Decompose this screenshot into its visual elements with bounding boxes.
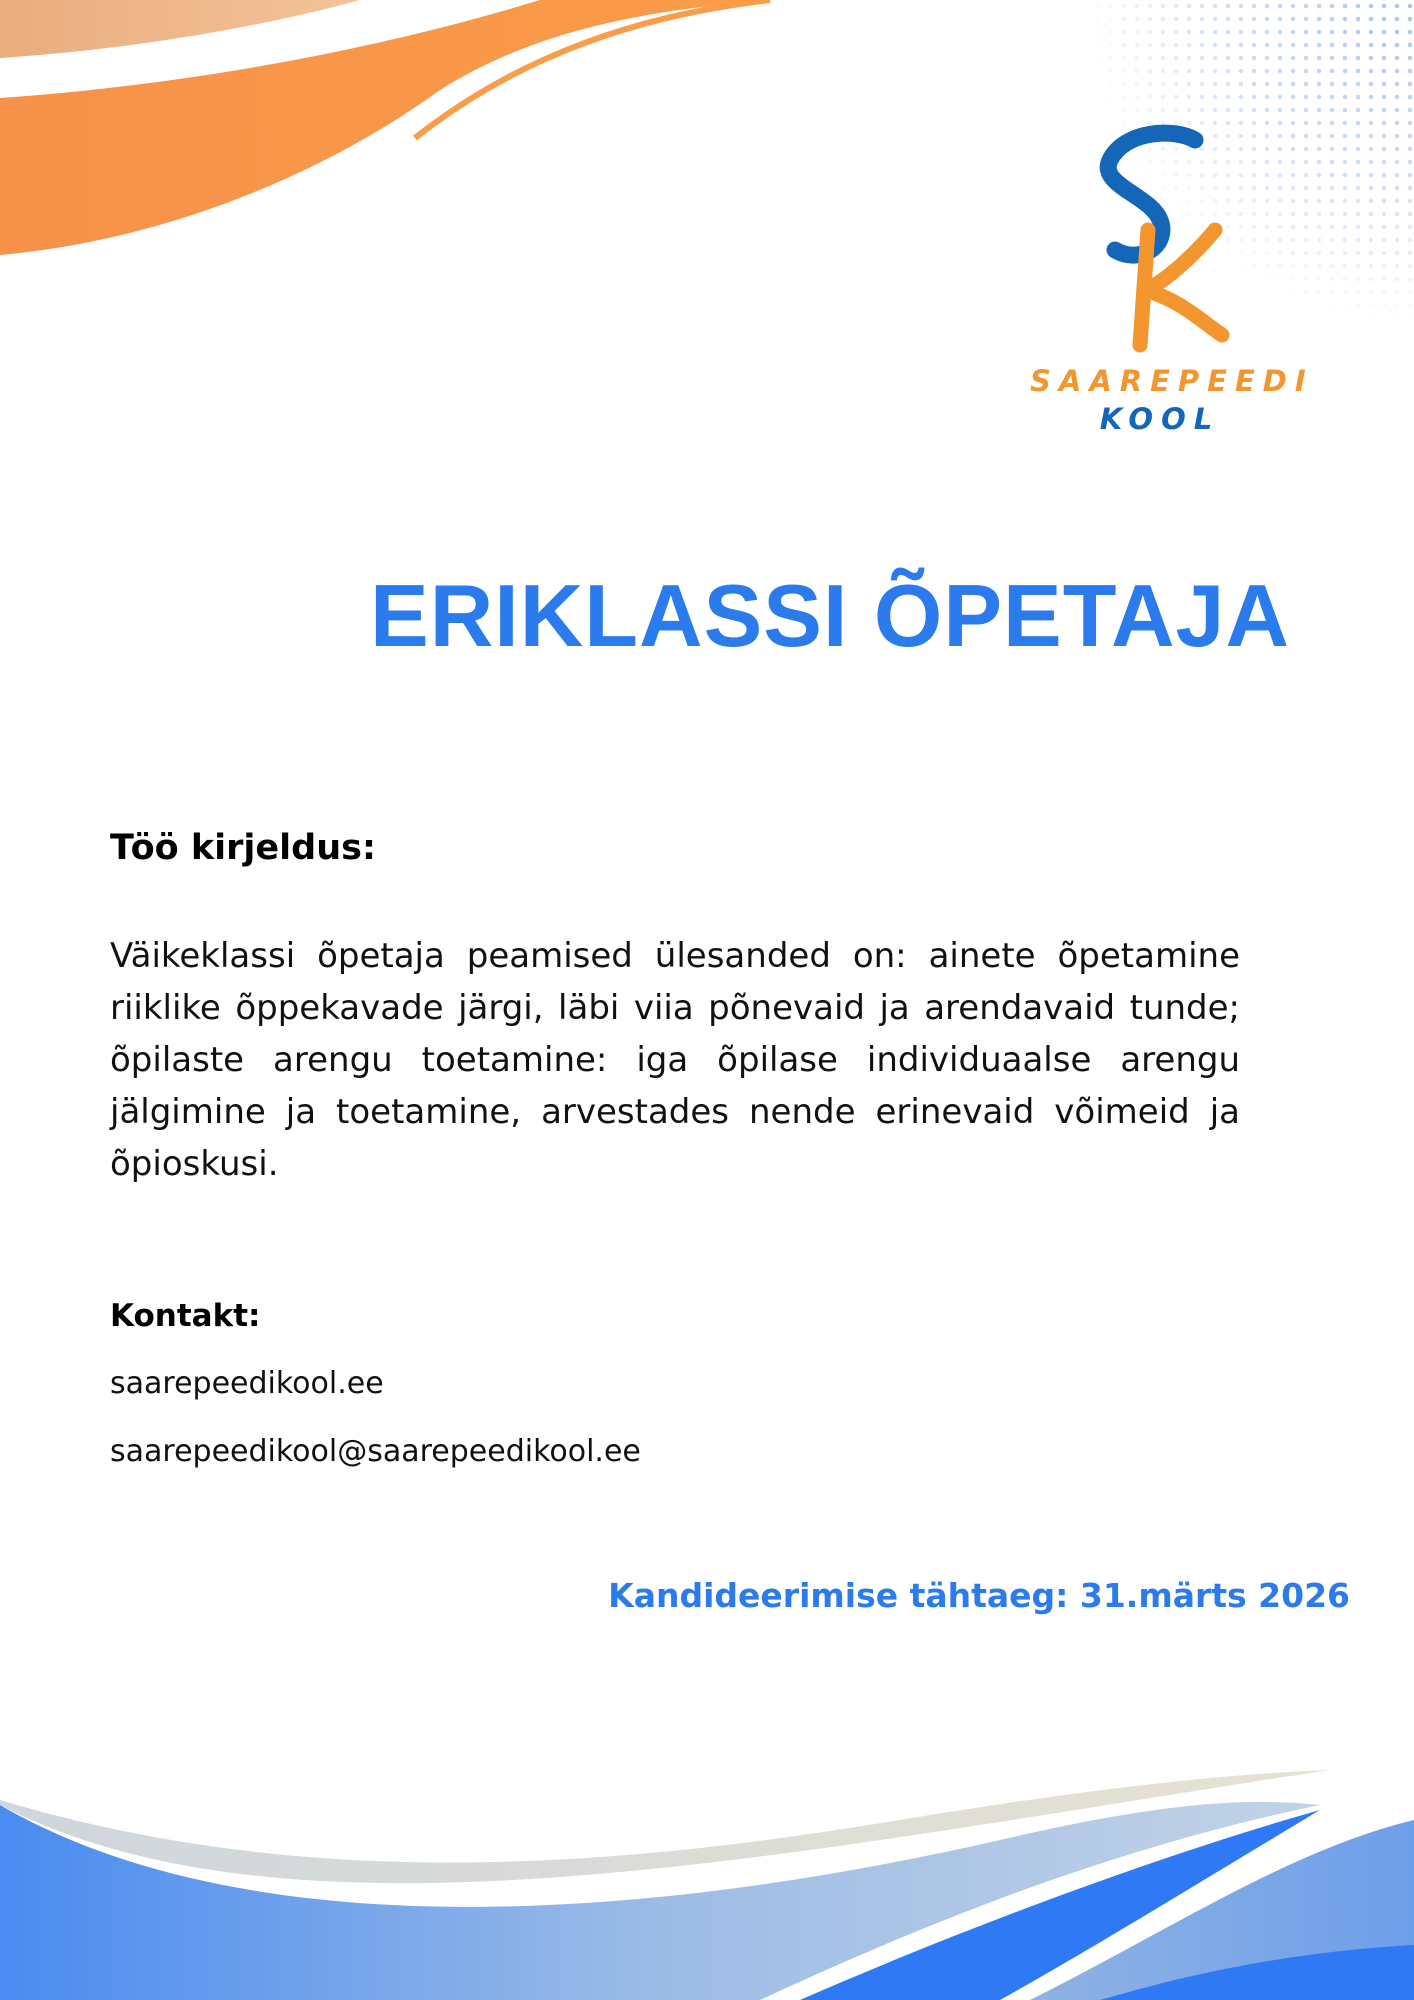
job-description-heading: Töö kirjeldus: bbox=[110, 828, 376, 868]
school-logo bbox=[1030, 120, 1314, 450]
logo-text-school-type: KOOL bbox=[1099, 402, 1221, 436]
job-description-text: Väikeklassi õpetaja peamised ülesanded on: ainete õpetamine riiklike õppekavade järgi, läbi viia põnevaid ja arendavaid tunde; õpilaste arengu toetamine: iga õpilase individuaalse arengu jälgimine ja toetamine, arvestades nende erinevaid võimeid ja õpioskusi. bbox=[110, 936, 1240, 1184]
sk-monogram-icon bbox=[1030, 120, 1290, 360]
page-title: ERIKLASSI ÕPETAJA bbox=[370, 566, 1290, 665]
application-deadline: Kandideerimise tähtaeg: 31.märts 2026 bbox=[608, 1576, 1350, 1615]
logo-text-school-name: SAAREPEEDI bbox=[1030, 364, 1314, 398]
contact-email: saarepeedikool@saarepeedikool.ee bbox=[110, 1434, 641, 1469]
contact-heading: Kontakt: bbox=[110, 1298, 261, 1334]
contact-website: saarepeedikool.ee bbox=[110, 1366, 384, 1401]
